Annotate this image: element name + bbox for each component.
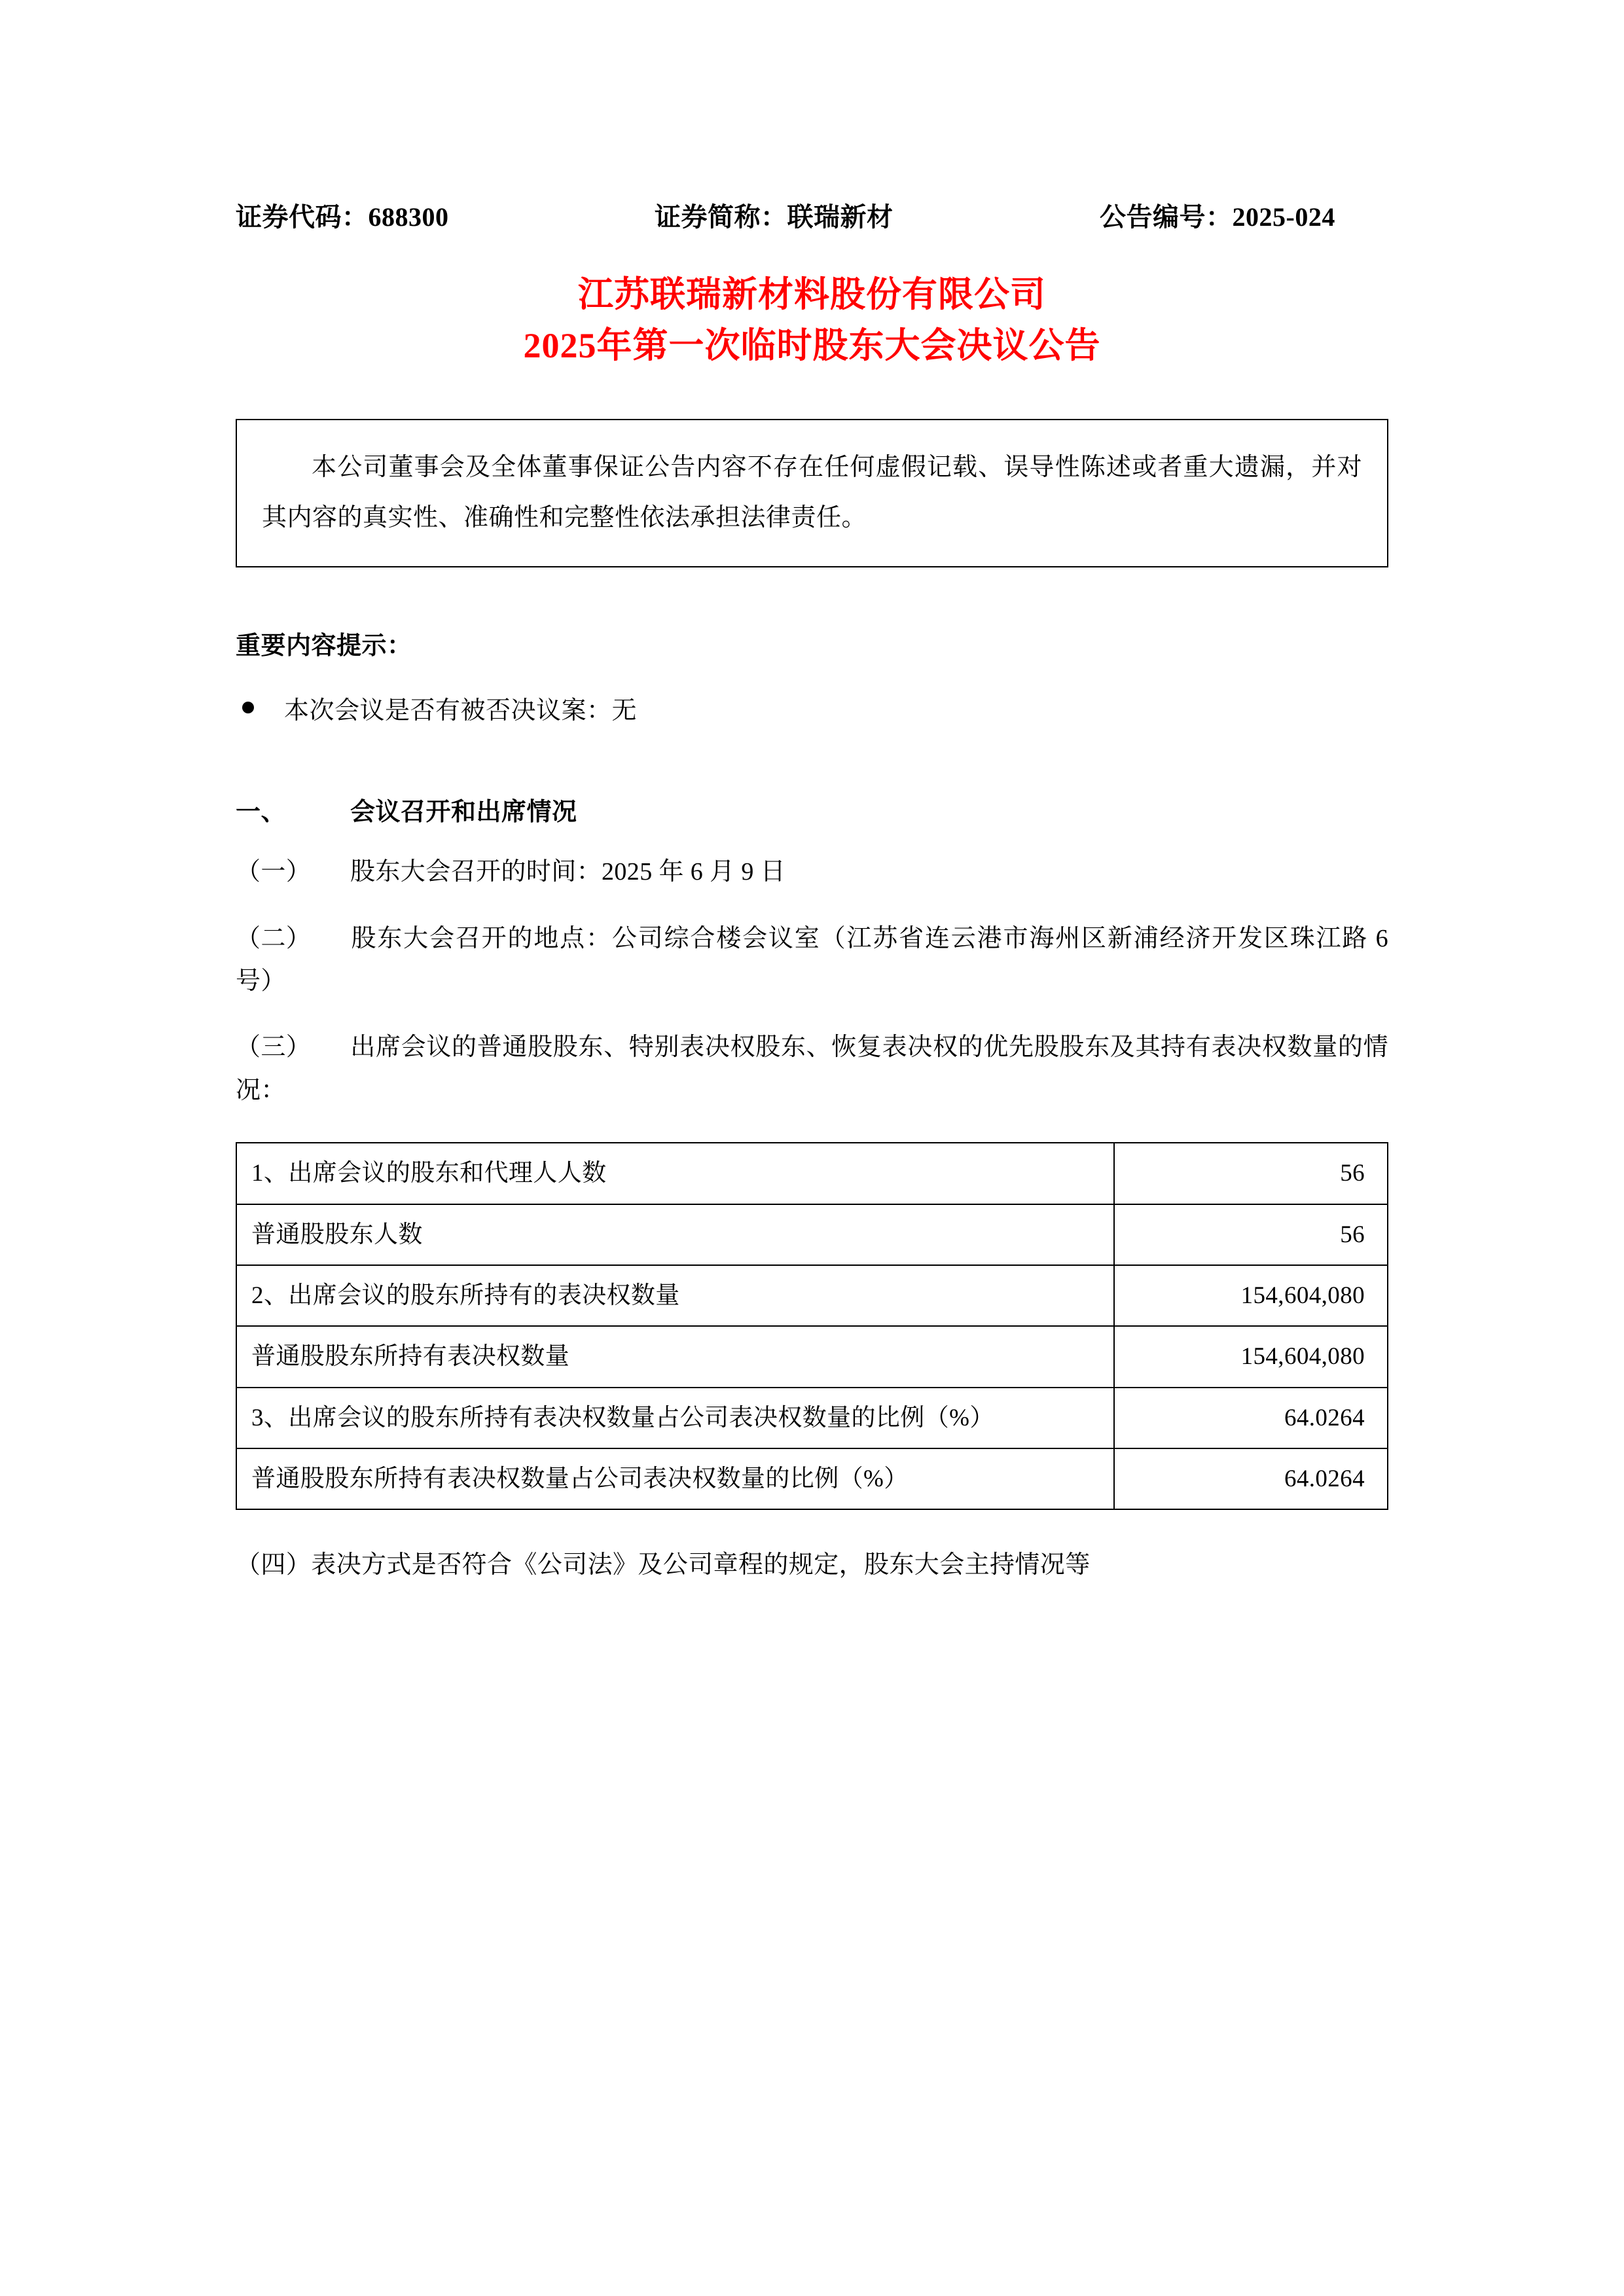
section-item-3-text: 出席会议的普通股股东、特别表决权股东、恢复表决权的优先股股东及其持有表决权数量的情况： (236, 1033, 1388, 1104)
section-number: 一、 (236, 798, 287, 827)
table-row (236, 1204, 1388, 1265)
section-item-2 (236, 918, 1388, 1003)
row-label: 1、出席会议的股东和代理人人数 (236, 1143, 1114, 1204)
page-title-line2: 2025年第一次临时股东大会决议公告 (523, 326, 1101, 366)
table-row (236, 1265, 1388, 1326)
row-value: 64.0264 (1114, 1388, 1388, 1448)
table-row (236, 1388, 1388, 1448)
notice-number: 公告编号：2025-024 (1100, 202, 1335, 232)
section-item-1 (236, 851, 1388, 893)
section-item-2-label: （二） (236, 924, 312, 952)
disclaimer-box (236, 419, 1388, 568)
important-notice-heading: 重要内容提示： (236, 632, 412, 660)
security-abbreviation: 证券简称：联瑞新材 (655, 202, 893, 232)
row-value: 154,604,080 (1114, 1326, 1388, 1387)
attendance-table (236, 1142, 1388, 1510)
section-item-1-text: 股东大会召开的时间：2025 年 6 月 9 日 (350, 858, 786, 886)
page-title-line1: 江苏联瑞新材料股份有限公司 (578, 275, 1046, 314)
security-code: 证券代码：688300 (236, 202, 449, 232)
row-value: 56 (1114, 1143, 1388, 1204)
section-item-1-label: （一） (236, 858, 312, 886)
row-value: 154,604,080 (1114, 1265, 1388, 1326)
row-value: 64.0264 (1114, 1448, 1388, 1509)
row-label: 2、出席会议的股东所持有的表决权数量 (236, 1265, 1114, 1326)
row-label: 普通股股东所持有表决权数量占公司表决权数量的比例（%） (236, 1448, 1114, 1509)
document-header (236, 196, 1388, 234)
section-item-4 (236, 1544, 1388, 1587)
section-item-4-text: 表决方式是否符合《公司法》及公司章程的规定，股东大会主持情况等 (311, 1551, 1091, 1579)
list-item-label: 本次会议是否有被否决议案：无 (284, 697, 638, 725)
table-row (236, 1326, 1388, 1387)
section-item-3 (236, 1026, 1388, 1112)
disclaimer-text: 本公司董事会及全体董事保证公告内容不存在任何虚假记载、误导性陈述或者重大遗漏，并对其内容的真实性、准确性和完整性依法承担法律责任。 (262, 453, 1362, 532)
row-label: 3、出席会议的股东所持有表决权数量占公司表决权数量的比例（%） (236, 1388, 1114, 1448)
bullet-icon (242, 702, 254, 713)
section-heading-1 (236, 791, 1388, 827)
row-label: 普通股股东所持有表决权数量 (236, 1326, 1114, 1387)
table-row (236, 1143, 1388, 1204)
section-item-2-text: 股东大会召开的地点：公司综合楼会议室（江苏省连云港市海州区新浦经济开发区珠江路 6 号） (236, 924, 1388, 996)
section-item-4-label: （四） (236, 1551, 312, 1579)
section-item-3-label: （三） (236, 1033, 312, 1062)
page-title (236, 269, 1388, 372)
row-label: 普通股股东人数 (236, 1204, 1114, 1265)
table-row (236, 1448, 1388, 1509)
section-title: 会议召开和出席情况 (350, 798, 577, 827)
row-value: 56 (1114, 1204, 1388, 1265)
list-item (236, 690, 1388, 726)
